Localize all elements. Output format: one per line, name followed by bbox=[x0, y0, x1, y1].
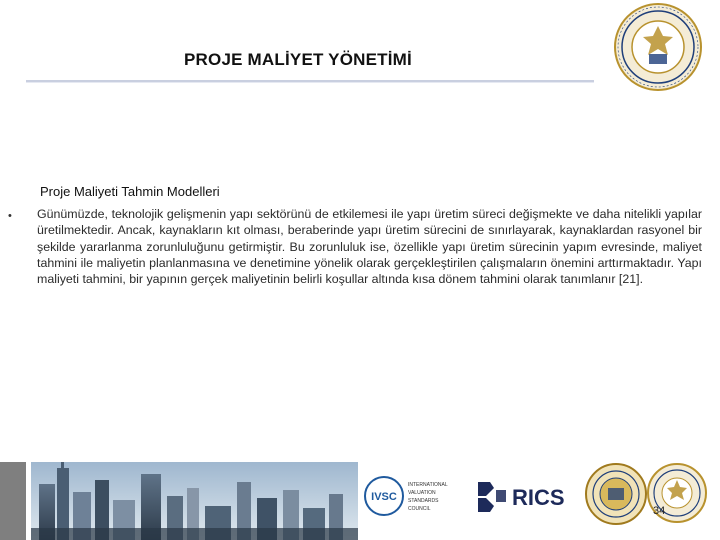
rics-label: RICS bbox=[512, 485, 565, 510]
svg-text:COUNCIL: COUNCIL bbox=[408, 506, 431, 512]
body-paragraph: Günümüzde, teknolojik gelişmenin yapı sektörünü de etkilemesi ile yapı üretim süreci değişmekte ve daha nitelikli yapılar üretilmektedir. Ancak, kaynakların kıt olması, beraberinde yapı üretim sürecini de sınırlayarak, kaynaklardan rasyonel bir şekilde yararlanma zorunluluğunu getirmiştir. Bu zorunluluk ise, özellikle yapı üretim sürecinin yapım evresinde, maliyet tahmini ile maliyetin planlanmasına ve denetimine yönelik olarak gerçekleştirilen çalışmaların önemini arttırmaktadır. Yapı maliyeti tahmini, bir yapının gerçek maliyetinin belirli koşullar altında kısa dönem tahmini olarak tanımlanır [21]. bbox=[37, 207, 702, 287]
ivsc-logo bbox=[364, 472, 468, 520]
rics-logo bbox=[476, 476, 580, 516]
svg-text:STANDARDS: STANDARDS bbox=[408, 498, 439, 504]
header-divider bbox=[26, 80, 594, 82]
svg-text:VALUATION: VALUATION bbox=[408, 490, 436, 496]
institution-seal-logo bbox=[584, 462, 648, 526]
slide-title: PROJE MALİYET YÖNETİMİ bbox=[184, 50, 412, 69]
ivsc-short-label: IVSC bbox=[371, 491, 397, 503]
page-number: 34 bbox=[653, 505, 666, 517]
svg-text:INTERNATIONAL: INTERNATIONAL bbox=[408, 482, 448, 488]
university-seal-logo bbox=[613, 2, 703, 92]
section-heading: Proje Maliyeti Tahmin Modelleri bbox=[40, 184, 220, 199]
footer-left-tab bbox=[0, 462, 26, 540]
bullet-marker: • bbox=[8, 210, 12, 222]
city-skyline-image bbox=[31, 462, 358, 540]
